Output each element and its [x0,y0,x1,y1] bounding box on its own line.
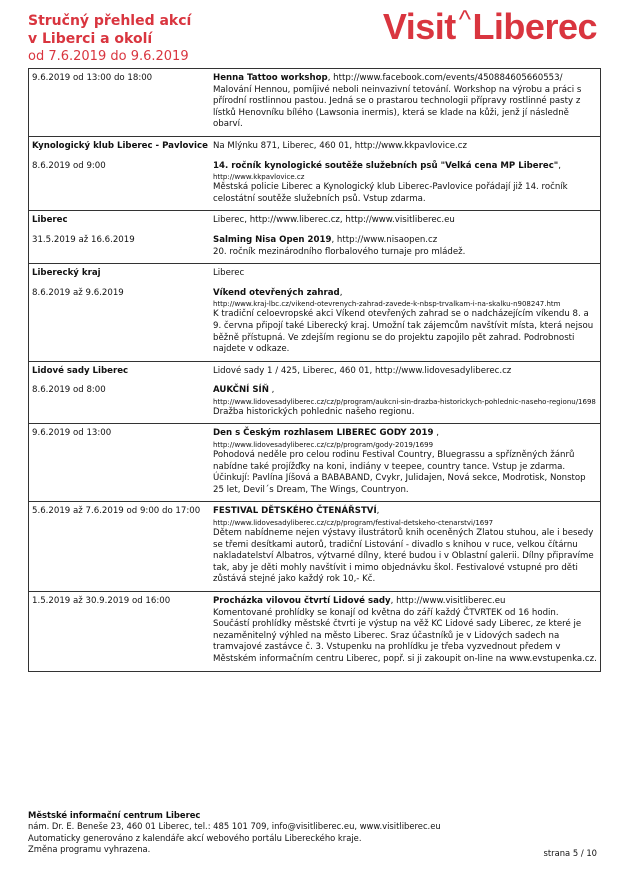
event-url[interactable]: http://www.lidovesadyliberec.cz/cz/p/program/aukcni-sin-drazba-historickych-pohlednic-naseho-regionu/1698 [213,397,596,406]
header-date-range: od 7.6.2019 do 9.6.2019 [28,49,189,64]
event-description: Dražba historických pohlednic našeho regionu. [213,406,415,417]
footer-address: nám. Dr. E. Beneše 23, 460 01 Liberec, tel.: 485 101 709, info@visitliberec.eu, www.visitliberec.eu [28,821,441,832]
event-title[interactable]: AUKČNÍ SÍŇ [213,385,269,396]
event-row [29,424,600,502]
event-details [213,385,597,418]
venue-name: Kynologický klub Liberec - Pavlovice [32,140,208,151]
event-title-line [213,161,597,173]
event-title[interactable]: Procházka vilovou čtvrtí Lidové sady [213,596,391,606]
venue-line [32,215,597,227]
header-title-line1: Stručný přehled akcí [28,13,192,29]
event-title[interactable]: Henna Tattoo workshop [213,73,328,83]
event-entry [32,161,597,206]
event-entry [32,235,597,258]
event-url[interactable]: http://www.kkpavlovice.cz [213,173,305,182]
event-entry [32,385,597,418]
event-description: 20. ročník mezinárodního florbalového turnaje pro mládež. [213,246,466,257]
event-description: Malování Hennou, pomíjivé neboli neinvazivní tetování. Workshop na výrobu a práci s přírodní rostlinnou pastou. Jedná se o prastarou technologii přípravy rostlinné pasty z lístků Henovníku bílého (Lawsonia inermis), která se klade na kůži, jenž jí následně obarví. [213,84,582,130]
event-details [213,288,597,356]
event-details [213,161,597,206]
event-details [213,428,597,496]
venue-info: Liberec [213,268,245,279]
event-details [213,596,597,666]
event-title-line [213,235,597,247]
venue-line [32,268,597,280]
header-title-line2: v Liberci a okolí [28,31,153,47]
event-title-line [213,428,597,440]
event-row [29,264,600,362]
event-title-suffix[interactable]: , [268,385,275,396]
event-description: Pohodová neděle pro celou rodinu Festival Country, Bluegrassu a spřízněných žánrů nabídne také projížďky na koni, indiány v teepee, country tance. Vstup je zdarma. Účinkují: Pavlína Jíšová a BABABAND, Cvykr, Julidajen, Nová sekce, Modrotisk, Nonstop 25 let, Devil´s Dream, The Wings, Countryon. [213,450,586,495]
venue-info: Na Mlýnku 871, Liberec, 460 01, http://www.kkpavlovice.cz [213,140,468,151]
event-description: Komentované prohlídky se konají od května do září každý ČTVRTEK od 16 hodin. Součástí prohlídky městské čtvrti je výstup na věž KC Lidové sady Liberec, ze které je nezaměnitelný výhled na město Liberec. Sraz účastníků je v Lidových sadech na tramvajové zastávce č. 3. Vstupenku na prohlídku je třeba vyzvednout předem v Městském informačním centru Liberec, popř. si ji zakoupit on-line na www.evstupenka.cz. [213,607,597,664]
event-title[interactable]: FESTIVAL DĚTSKÉHO ČTENÁŘSTVÍ [213,506,377,517]
event-date: 8.6.2019 od 9:00 [32,160,106,171]
event-row [29,362,600,425]
event-title-suffix[interactable]: , [558,160,561,171]
visit-liberec-logo [383,6,597,48]
event-url[interactable]: http://www.lidovesadyliberec.cz/cz/p/program/festival-detskeho-ctenarstvi/1697 [213,519,494,528]
event-row [29,69,600,137]
venue-line [32,366,597,378]
event-description: K tradiční celoevropské akci Víkend otevřených zahrad se o nadcházejícím víkendu 8. a 9. června připojí také Liberecký kraj. Umožní tak zájemcům navštívit místa, která nejsou běžně přístupná. Ve zdejším regionu se do projektu zapojilo pět zahrad. Podrobnosti najdete v odkaze. [213,309,594,355]
event-title[interactable]: Salming Nisa Open 2019 [213,234,332,245]
event-url[interactable]: http://www.lidovesadyliberec.cz/cz/p/program/gody-2019/1699 [213,441,434,450]
venue-name: Lidové sady Liberec [32,365,129,376]
event-title-line [213,385,597,397]
event-date: 5.6.2019 až 7.6.2019 od 9:00 do 17:00 [32,506,201,517]
document-header [28,12,191,66]
event-details [213,73,597,131]
footer-note-changes: Změna programu vyhrazena. [28,844,151,855]
venue-info: Liberec, http://www.liberec.cz, http://www.visitliberec.eu [213,215,455,226]
event-title[interactable]: Den s Českým rozhlasem LIBEREC GODY 2019 [213,428,434,439]
event-entry [32,288,597,356]
event-title-line [213,596,597,608]
event-description: Dětem nabídneme nejen výstavy ilustrátorů knih oceněných Zlatou stuhou, ale i besedy se třemi desítkami autorů, tradiční Listování - divadlo s knihou v ruce, velkou čítárnu nakladatelství Albatros, výtvarné dílny, které budou i v Oblastní galerii. Dílny připravíme tak, aby je děti mohly navštívit i mimo objednávku škol. Festivalové vstupné pro děti zůstává stejné jako každý rok 10,- Kč. [213,528,594,585]
footer-note-generated: Automaticky generováno z kalendáře akcí webového portálu Libereckého kraje. [28,832,362,843]
event-entry [32,506,597,586]
event-title-suffix[interactable]: , http://www.visitliberec.eu [390,596,506,606]
event-url[interactable]: http://www.kraj-lbc.cz/vikend-otevrenych-zahrad-zavede-k-nbsp-trvalkam-i-na-skalku-n908247.htm [213,300,561,309]
event-title-suffix[interactable]: , http://www.nisaopen.cz [331,234,438,245]
event-row [29,137,600,211]
venue-name: Liberec [32,215,68,226]
event-date: 8.6.2019 od 8:00 [32,385,106,396]
event-entry [32,73,597,131]
event-title[interactable]: 14. ročník kynologické soutěže služebních psů "Velká cena MP Liberec" [213,160,559,171]
logo-caret: ^ [458,4,471,34]
event-date: 31.5.2019 až 16.6.2019 [32,234,135,245]
event-title-suffix[interactable]: , [433,428,439,439]
event-title[interactable]: Víkend otevřených zahrad [213,287,340,298]
logo-text-visit: Visit [382,6,456,47]
logo-text-liberec: Liberec [472,6,597,47]
event-title-suffix[interactable]: , [376,506,380,517]
event-title-suffix[interactable]: , http://www.facebook.com/events/450884605660553/ [327,73,563,83]
venue-info: Lidové sady 1 / 425, Liberec, 460 01, http://www.lidovesadyliberec.cz [213,365,512,376]
event-date: 8.6.2019 až 9.6.2019 [32,287,124,298]
page-number: strana 5 / 10 [543,848,597,858]
event-date: 9.6.2019 od 13:00 [32,428,112,439]
event-date: 1.5.2019 až 30.9.2019 od 16:00 [32,596,171,606]
venue-line [32,141,597,153]
event-date: 9.6.2019 od 13:00 do 18:00 [32,73,153,83]
event-title-line [213,73,597,85]
page-footer [28,810,441,856]
event-row [29,502,600,592]
event-description: Městská policie Liberec a Kynologický klub Liberec-Pavlovice pořádají již 14. ročník celostátní soutěže služebních psů. Vstup zdarma. [213,182,568,204]
event-title-suffix[interactable]: , [339,287,343,298]
event-details [213,235,597,258]
event-row [29,211,600,264]
event-row [29,592,600,672]
event-details [213,506,597,586]
events-table [28,68,601,672]
venue-name: Liberecký kraj [32,268,101,279]
event-title-line [213,288,597,300]
event-entry [32,428,597,496]
footer-org: Městské informační centrum Liberec [28,810,201,820]
event-entry [32,596,597,666]
event-title-line [213,506,597,518]
